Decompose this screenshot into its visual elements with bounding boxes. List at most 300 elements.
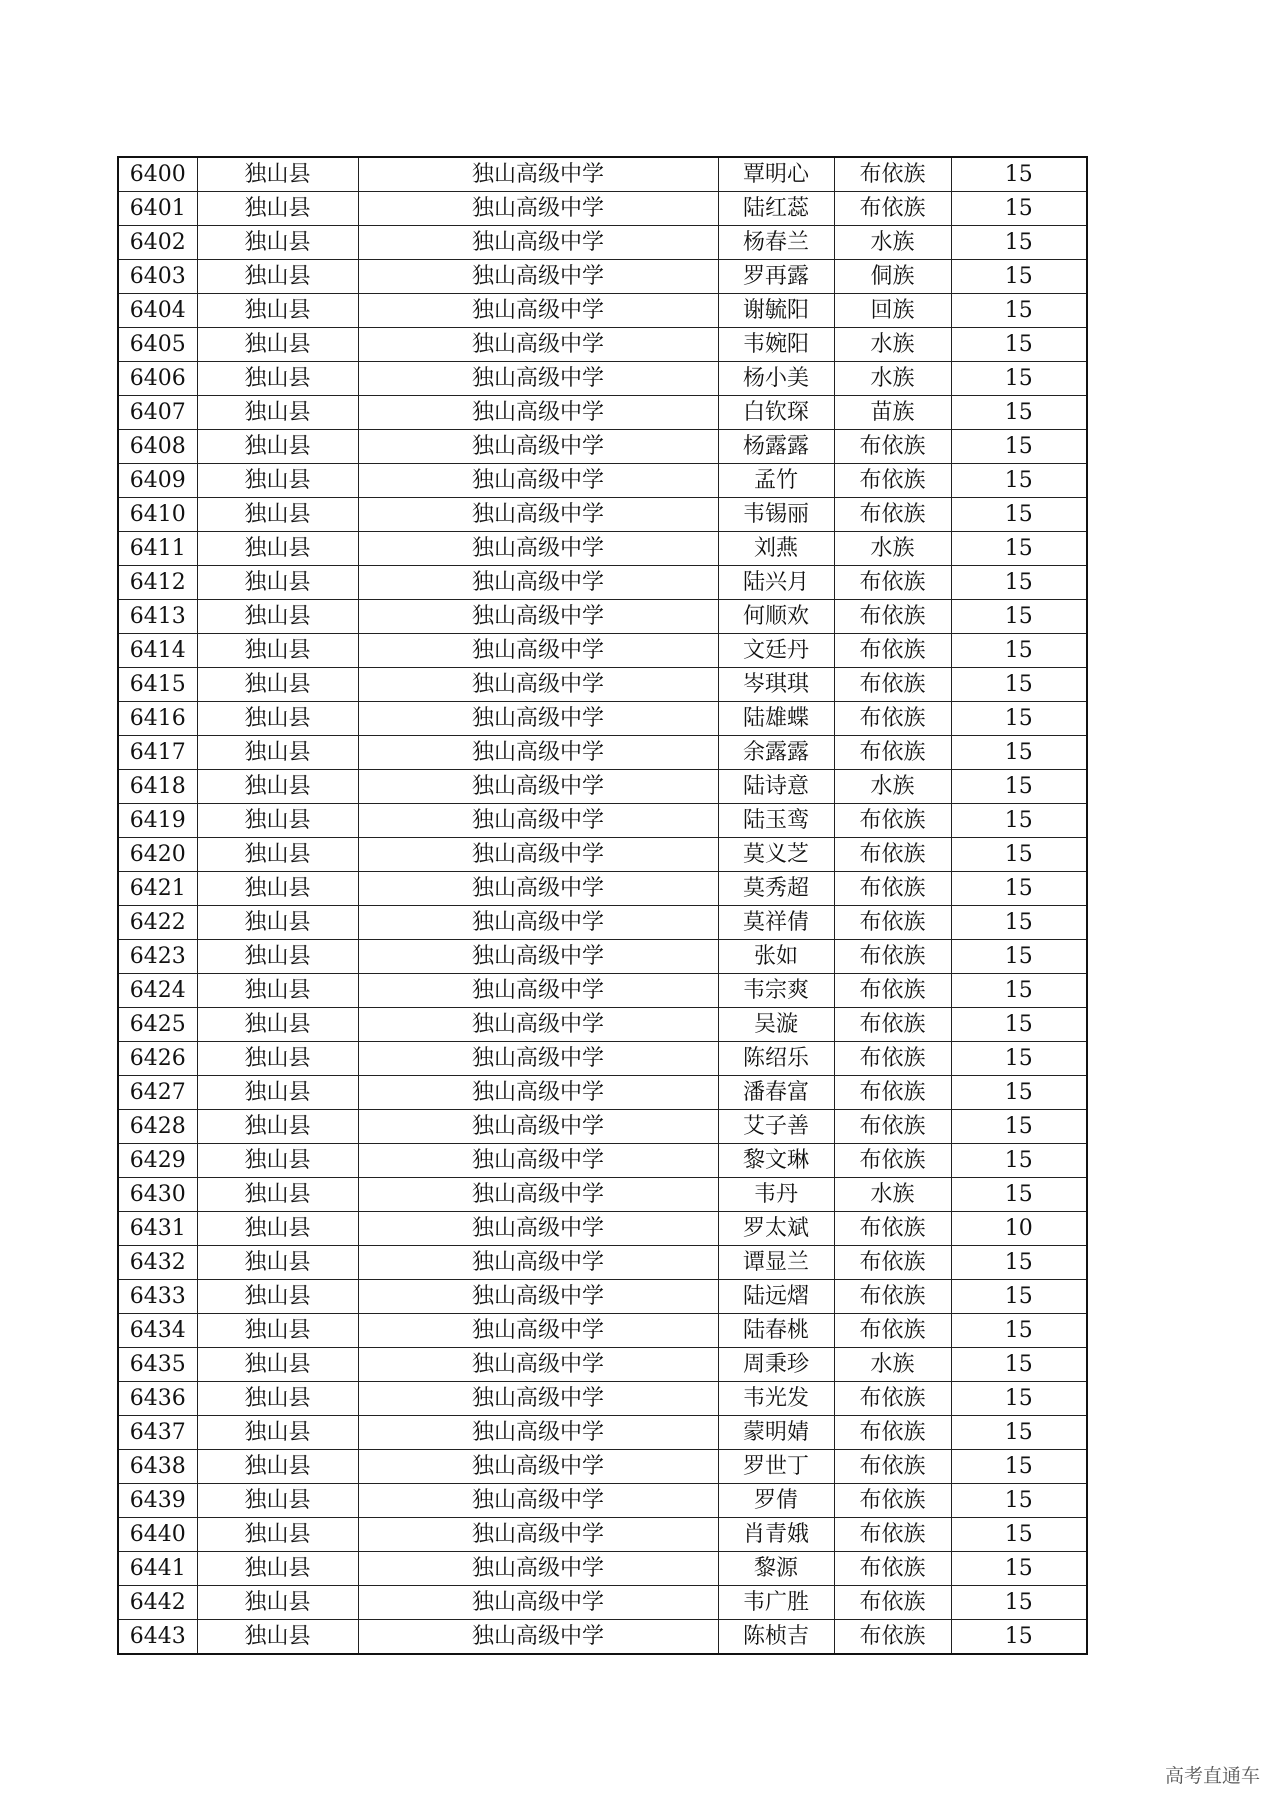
ethnicity-cell: 布依族 <box>834 157 951 192</box>
serial-number-cell: 6416 <box>118 702 197 736</box>
name-cell: 周秉珍 <box>718 1348 834 1382</box>
bonus-points-cell: 15 <box>951 736 1087 770</box>
county-cell: 独山县 <box>197 1552 358 1586</box>
ethnicity-cell: 布依族 <box>834 1110 951 1144</box>
county-cell: 独山县 <box>197 736 358 770</box>
school-cell: 独山高级中学 <box>358 192 718 226</box>
bonus-points-cell: 15 <box>951 906 1087 940</box>
name-cell: 潘春富 <box>718 1076 834 1110</box>
name-cell: 蒙明婧 <box>718 1416 834 1450</box>
bonus-points-cell: 10 <box>951 1212 1087 1246</box>
name-cell: 何顺欢 <box>718 600 834 634</box>
county-cell: 独山县 <box>197 702 358 736</box>
table-row <box>118 1382 1087 1416</box>
ethnicity-cell: 布依族 <box>834 498 951 532</box>
serial-number-cell: 6419 <box>118 804 197 838</box>
table-row <box>118 430 1087 464</box>
name-cell: 韦丹 <box>718 1178 834 1212</box>
ethnicity-cell: 侗族 <box>834 260 951 294</box>
serial-number-cell: 6431 <box>118 1212 197 1246</box>
ethnicity-cell: 布依族 <box>834 430 951 464</box>
serial-number-cell: 6439 <box>118 1484 197 1518</box>
name-cell: 莫义芝 <box>718 838 834 872</box>
school-cell: 独山高级中学 <box>358 294 718 328</box>
table-row <box>118 1518 1087 1552</box>
bonus-points-cell: 15 <box>951 1314 1087 1348</box>
county-cell: 独山县 <box>197 1518 358 1552</box>
school-cell: 独山高级中学 <box>358 566 718 600</box>
ethnicity-cell: 布依族 <box>834 940 951 974</box>
ethnicity-cell: 水族 <box>834 1178 951 1212</box>
county-cell: 独山县 <box>197 1076 358 1110</box>
name-cell: 陆诗意 <box>718 770 834 804</box>
county-cell: 独山县 <box>197 430 358 464</box>
name-cell: 陈绍乐 <box>718 1042 834 1076</box>
table-row <box>118 1348 1087 1382</box>
name-cell: 韦宗爽 <box>718 974 834 1008</box>
ethnicity-cell: 苗族 <box>834 396 951 430</box>
bonus-points-cell: 15 <box>951 1348 1087 1382</box>
bonus-points-cell: 15 <box>951 430 1087 464</box>
school-cell: 独山高级中学 <box>358 157 718 192</box>
serial-number-cell: 6438 <box>118 1450 197 1484</box>
bonus-points-cell: 15 <box>951 770 1087 804</box>
serial-number-cell: 6407 <box>118 396 197 430</box>
ethnicity-cell: 布依族 <box>834 464 951 498</box>
ethnicity-cell: 水族 <box>834 362 951 396</box>
bonus-points-cell: 15 <box>951 838 1087 872</box>
school-cell: 独山高级中学 <box>358 906 718 940</box>
bonus-points-cell: 15 <box>951 1110 1087 1144</box>
ethnicity-cell: 水族 <box>834 1348 951 1382</box>
table-row <box>118 1110 1087 1144</box>
name-cell: 刘燕 <box>718 532 834 566</box>
school-cell: 独山高级中学 <box>358 770 718 804</box>
bonus-points-cell: 15 <box>951 940 1087 974</box>
ethnicity-cell: 回族 <box>834 294 951 328</box>
ethnicity-cell: 布依族 <box>834 1280 951 1314</box>
table-row <box>118 1484 1087 1518</box>
bonus-points-cell: 15 <box>951 1586 1087 1620</box>
table-row <box>118 872 1087 906</box>
bonus-points-cell: 15 <box>951 362 1087 396</box>
ethnicity-cell: 布依族 <box>834 1586 951 1620</box>
name-cell: 肖青娥 <box>718 1518 834 1552</box>
name-cell: 白钦琛 <box>718 396 834 430</box>
table-row <box>118 192 1087 226</box>
table-row <box>118 260 1087 294</box>
table-row <box>118 770 1087 804</box>
serial-number-cell: 6428 <box>118 1110 197 1144</box>
bonus-points-cell: 15 <box>951 1416 1087 1450</box>
bonus-points-cell: 15 <box>951 294 1087 328</box>
school-cell: 独山高级中学 <box>358 872 718 906</box>
bonus-points-cell: 15 <box>951 1620 1087 1655</box>
ethnicity-cell: 布依族 <box>834 1076 951 1110</box>
name-cell: 莫秀超 <box>718 872 834 906</box>
county-cell: 独山县 <box>197 1212 358 1246</box>
county-cell: 独山县 <box>197 1008 358 1042</box>
school-cell: 独山高级中学 <box>358 1246 718 1280</box>
school-cell: 独山高级中学 <box>358 1484 718 1518</box>
school-cell: 独山高级中学 <box>358 1178 718 1212</box>
table-row <box>118 1212 1087 1246</box>
ethnicity-cell: 布依族 <box>834 1246 951 1280</box>
county-cell: 独山县 <box>197 940 358 974</box>
table-row <box>118 498 1087 532</box>
serial-number-cell: 6437 <box>118 1416 197 1450</box>
ethnicity-cell: 水族 <box>834 328 951 362</box>
name-cell: 杨小美 <box>718 362 834 396</box>
serial-number-cell: 6401 <box>118 192 197 226</box>
school-cell: 独山高级中学 <box>358 1416 718 1450</box>
school-cell: 独山高级中学 <box>358 226 718 260</box>
serial-number-cell: 6442 <box>118 1586 197 1620</box>
bonus-points-cell: 15 <box>951 396 1087 430</box>
county-cell: 独山县 <box>197 634 358 668</box>
bonus-points-cell: 15 <box>951 566 1087 600</box>
table-row <box>118 1246 1087 1280</box>
name-cell: 韦锡丽 <box>718 498 834 532</box>
ethnicity-cell: 布依族 <box>834 1450 951 1484</box>
name-cell: 罗倩 <box>718 1484 834 1518</box>
name-cell: 罗再露 <box>718 260 834 294</box>
school-cell: 独山高级中学 <box>358 1144 718 1178</box>
roster-table <box>117 156 1088 1655</box>
serial-number-cell: 6422 <box>118 906 197 940</box>
county-cell: 独山县 <box>197 1382 358 1416</box>
county-cell: 独山县 <box>197 532 358 566</box>
county-cell: 独山县 <box>197 1280 358 1314</box>
serial-number-cell: 6429 <box>118 1144 197 1178</box>
school-cell: 独山高级中学 <box>358 1008 718 1042</box>
ethnicity-cell: 布依族 <box>834 634 951 668</box>
bonus-points-cell: 15 <box>951 1552 1087 1586</box>
name-cell: 文廷丹 <box>718 634 834 668</box>
table-row <box>118 1076 1087 1110</box>
school-cell: 独山高级中学 <box>358 838 718 872</box>
ethnicity-cell: 水族 <box>834 532 951 566</box>
name-cell: 韦光发 <box>718 1382 834 1416</box>
ethnicity-cell: 布依族 <box>834 1416 951 1450</box>
table-row <box>118 940 1087 974</box>
serial-number-cell: 6402 <box>118 226 197 260</box>
table-row <box>118 974 1087 1008</box>
table-row <box>118 668 1087 702</box>
serial-number-cell: 6408 <box>118 430 197 464</box>
serial-number-cell: 6436 <box>118 1382 197 1416</box>
school-cell: 独山高级中学 <box>358 1348 718 1382</box>
ethnicity-cell: 布依族 <box>834 1008 951 1042</box>
school-cell: 独山高级中学 <box>358 362 718 396</box>
ethnicity-cell: 布依族 <box>834 1484 951 1518</box>
school-cell: 独山高级中学 <box>358 668 718 702</box>
ethnicity-cell: 布依族 <box>834 600 951 634</box>
school-cell: 独山高级中学 <box>358 1586 718 1620</box>
serial-number-cell: 6427 <box>118 1076 197 1110</box>
name-cell: 韦广胜 <box>718 1586 834 1620</box>
table-row <box>118 1450 1087 1484</box>
county-cell: 独山县 <box>197 1620 358 1655</box>
serial-number-cell: 6420 <box>118 838 197 872</box>
name-cell: 韦婉阳 <box>718 328 834 362</box>
county-cell: 独山县 <box>197 1178 358 1212</box>
county-cell: 独山县 <box>197 362 358 396</box>
name-cell: 罗世丁 <box>718 1450 834 1484</box>
table-row <box>118 566 1087 600</box>
name-cell: 岑琪琪 <box>718 668 834 702</box>
county-cell: 独山县 <box>197 1416 358 1450</box>
county-cell: 独山县 <box>197 1586 358 1620</box>
ethnicity-cell: 布依族 <box>834 1042 951 1076</box>
school-cell: 独山高级中学 <box>358 532 718 566</box>
serial-number-cell: 6424 <box>118 974 197 1008</box>
ethnicity-cell: 布依族 <box>834 906 951 940</box>
serial-number-cell: 6410 <box>118 498 197 532</box>
school-cell: 独山高级中学 <box>358 1382 718 1416</box>
bonus-points-cell: 15 <box>951 1144 1087 1178</box>
table-row <box>118 600 1087 634</box>
ethnicity-cell: 布依族 <box>834 1518 951 1552</box>
county-cell: 独山县 <box>197 770 358 804</box>
serial-number-cell: 6406 <box>118 362 197 396</box>
table-row <box>118 906 1087 940</box>
serial-number-cell: 6405 <box>118 328 197 362</box>
county-cell: 独山县 <box>197 1348 358 1382</box>
bonus-points-cell: 15 <box>951 1518 1087 1552</box>
ethnicity-cell: 布依族 <box>834 1314 951 1348</box>
name-cell: 陆雄蝶 <box>718 702 834 736</box>
county-cell: 独山县 <box>197 464 358 498</box>
bonus-points-cell: 15 <box>951 804 1087 838</box>
name-cell: 陆远熠 <box>718 1280 834 1314</box>
bonus-points-cell: 15 <box>951 498 1087 532</box>
county-cell: 独山县 <box>197 1484 358 1518</box>
county-cell: 独山县 <box>197 566 358 600</box>
watermark-text: 高考直通车 <box>1164 1765 1260 1787</box>
bonus-points-cell: 15 <box>951 1246 1087 1280</box>
table-row <box>118 226 1087 260</box>
ethnicity-cell: 布依族 <box>834 192 951 226</box>
bonus-points-cell: 15 <box>951 872 1087 906</box>
ethnicity-cell: 布依族 <box>834 1212 951 1246</box>
serial-number-cell: 6426 <box>118 1042 197 1076</box>
name-cell: 吴漩 <box>718 1008 834 1042</box>
ethnicity-cell: 布依族 <box>834 1382 951 1416</box>
table-row <box>118 362 1087 396</box>
county-cell: 独山县 <box>197 396 358 430</box>
school-cell: 独山高级中学 <box>358 498 718 532</box>
school-cell: 独山高级中学 <box>358 974 718 1008</box>
school-cell: 独山高级中学 <box>358 736 718 770</box>
ethnicity-cell: 水族 <box>834 770 951 804</box>
county-cell: 独山县 <box>197 872 358 906</box>
county-cell: 独山县 <box>197 498 358 532</box>
school-cell: 独山高级中学 <box>358 1314 718 1348</box>
name-cell: 罗太斌 <box>718 1212 834 1246</box>
table-row <box>118 1280 1087 1314</box>
name-cell: 莫祥倩 <box>718 906 834 940</box>
table-row <box>118 1314 1087 1348</box>
county-cell: 独山县 <box>197 1144 358 1178</box>
school-cell: 独山高级中学 <box>358 396 718 430</box>
county-cell: 独山县 <box>197 906 358 940</box>
bonus-points-cell: 15 <box>951 328 1087 362</box>
ethnicity-cell: 布依族 <box>834 566 951 600</box>
table-row <box>118 157 1087 192</box>
school-cell: 独山高级中学 <box>358 1110 718 1144</box>
bonus-points-cell: 15 <box>951 260 1087 294</box>
table-row <box>118 1552 1087 1586</box>
school-cell: 独山高级中学 <box>358 1518 718 1552</box>
bonus-points-cell: 15 <box>951 600 1087 634</box>
ethnicity-cell: 布依族 <box>834 838 951 872</box>
ethnicity-cell: 布依族 <box>834 1144 951 1178</box>
county-cell: 独山县 <box>197 668 358 702</box>
school-cell: 独山高级中学 <box>358 430 718 464</box>
serial-number-cell: 6434 <box>118 1314 197 1348</box>
table-row <box>118 1416 1087 1450</box>
school-cell: 独山高级中学 <box>358 464 718 498</box>
serial-number-cell: 6435 <box>118 1348 197 1382</box>
bonus-points-cell: 15 <box>951 1484 1087 1518</box>
name-cell: 孟竹 <box>718 464 834 498</box>
table-row <box>118 702 1087 736</box>
serial-number-cell: 6411 <box>118 532 197 566</box>
bonus-points-cell: 15 <box>951 1280 1087 1314</box>
school-cell: 独山高级中学 <box>358 1620 718 1655</box>
serial-number-cell: 6423 <box>118 940 197 974</box>
school-cell: 独山高级中学 <box>358 328 718 362</box>
bonus-points-cell: 15 <box>951 1008 1087 1042</box>
school-cell: 独山高级中学 <box>358 260 718 294</box>
county-cell: 独山县 <box>197 974 358 1008</box>
serial-number-cell: 6430 <box>118 1178 197 1212</box>
county-cell: 独山县 <box>197 1314 358 1348</box>
ethnicity-cell: 布依族 <box>834 872 951 906</box>
county-cell: 独山县 <box>197 294 358 328</box>
ethnicity-cell: 布依族 <box>834 1552 951 1586</box>
name-cell: 张如 <box>718 940 834 974</box>
bonus-points-cell: 15 <box>951 157 1087 192</box>
name-cell: 黎源 <box>718 1552 834 1586</box>
school-cell: 独山高级中学 <box>358 1042 718 1076</box>
ethnicity-cell: 布依族 <box>834 736 951 770</box>
name-cell: 黎文琳 <box>718 1144 834 1178</box>
serial-number-cell: 6440 <box>118 1518 197 1552</box>
serial-number-cell: 6409 <box>118 464 197 498</box>
ethnicity-cell: 布依族 <box>834 804 951 838</box>
serial-number-cell: 6404 <box>118 294 197 328</box>
name-cell: 陆春桃 <box>718 1314 834 1348</box>
serial-number-cell: 6443 <box>118 1620 197 1655</box>
county-cell: 独山县 <box>197 328 358 362</box>
school-cell: 独山高级中学 <box>358 634 718 668</box>
bonus-points-cell: 15 <box>951 1382 1087 1416</box>
bonus-points-cell: 15 <box>951 1076 1087 1110</box>
name-cell: 陈桢吉 <box>718 1620 834 1655</box>
school-cell: 独山高级中学 <box>358 1280 718 1314</box>
table-row <box>118 1178 1087 1212</box>
serial-number-cell: 6418 <box>118 770 197 804</box>
bonus-points-cell: 15 <box>951 634 1087 668</box>
bonus-points-cell: 15 <box>951 668 1087 702</box>
table-row <box>118 1620 1087 1655</box>
name-cell: 陆玉鸾 <box>718 804 834 838</box>
school-cell: 独山高级中学 <box>358 804 718 838</box>
serial-number-cell: 6433 <box>118 1280 197 1314</box>
serial-number-cell: 6403 <box>118 260 197 294</box>
county-cell: 独山县 <box>197 838 358 872</box>
school-cell: 独山高级中学 <box>358 600 718 634</box>
county-cell: 独山县 <box>197 1110 358 1144</box>
serial-number-cell: 6417 <box>118 736 197 770</box>
table-row <box>118 464 1087 498</box>
school-cell: 独山高级中学 <box>358 702 718 736</box>
table-row <box>118 328 1087 362</box>
table-row <box>118 1008 1087 1042</box>
school-cell: 独山高级中学 <box>358 1552 718 1586</box>
serial-number-cell: 6441 <box>118 1552 197 1586</box>
bonus-points-cell: 15 <box>951 1042 1087 1076</box>
table-row <box>118 294 1087 328</box>
roster-table-body <box>118 157 1087 1654</box>
bonus-points-cell: 15 <box>951 226 1087 260</box>
bonus-points-cell: 15 <box>951 532 1087 566</box>
county-cell: 独山县 <box>197 226 358 260</box>
ethnicity-cell: 布依族 <box>834 974 951 1008</box>
ethnicity-cell: 布依族 <box>834 1620 951 1655</box>
county-cell: 独山县 <box>197 1246 358 1280</box>
table-row <box>118 1042 1087 1076</box>
name-cell: 覃明心 <box>718 157 834 192</box>
school-cell: 独山高级中学 <box>358 1212 718 1246</box>
serial-number-cell: 6421 <box>118 872 197 906</box>
county-cell: 独山县 <box>197 260 358 294</box>
table-row <box>118 838 1087 872</box>
serial-number-cell: 6425 <box>118 1008 197 1042</box>
school-cell: 独山高级中学 <box>358 1076 718 1110</box>
name-cell: 杨露露 <box>718 430 834 464</box>
name-cell: 艾子善 <box>718 1110 834 1144</box>
table-row <box>118 804 1087 838</box>
table-row <box>118 396 1087 430</box>
serial-number-cell: 6400 <box>118 157 197 192</box>
name-cell: 陆红蕊 <box>718 192 834 226</box>
name-cell: 余露露 <box>718 736 834 770</box>
school-cell: 独山高级中学 <box>358 1450 718 1484</box>
bonus-points-cell: 15 <box>951 974 1087 1008</box>
bonus-points-cell: 15 <box>951 702 1087 736</box>
table-row <box>118 1586 1087 1620</box>
serial-number-cell: 6414 <box>118 634 197 668</box>
serial-number-cell: 6412 <box>118 566 197 600</box>
bonus-points-cell: 15 <box>951 1450 1087 1484</box>
school-cell: 独山高级中学 <box>358 940 718 974</box>
name-cell: 陆兴月 <box>718 566 834 600</box>
ethnicity-cell: 布依族 <box>834 702 951 736</box>
county-cell: 独山县 <box>197 600 358 634</box>
name-cell: 杨春兰 <box>718 226 834 260</box>
table-row <box>118 634 1087 668</box>
ethnicity-cell: 布依族 <box>834 668 951 702</box>
table-row <box>118 532 1087 566</box>
bonus-points-cell: 15 <box>951 464 1087 498</box>
serial-number-cell: 6432 <box>118 1246 197 1280</box>
county-cell: 独山县 <box>197 157 358 192</box>
county-cell: 独山县 <box>197 1042 358 1076</box>
county-cell: 独山县 <box>197 192 358 226</box>
